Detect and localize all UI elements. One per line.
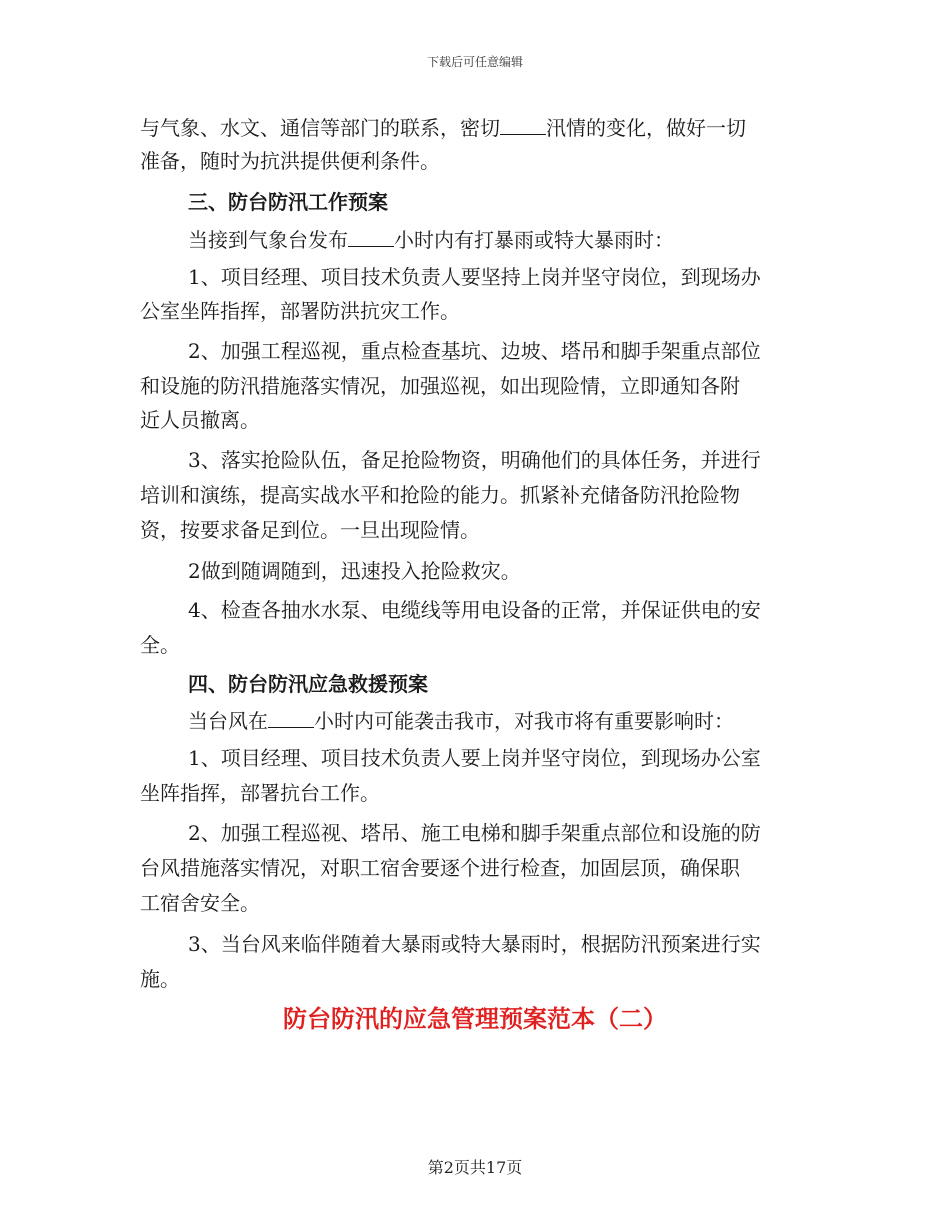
paragraph-line: 1、项目经理、项目技术负责人要坚持上岗并坚守岗位，到现场办 (188, 265, 761, 289)
paragraph-line: 台风措施落实情况，对职工宿舍要逐个进行检查，加固层顶，确保职 (140, 856, 740, 880)
page-header: 下载后可任意编辑 (426, 55, 523, 69)
paragraph-line: 和设施的防汛措施落实情况，加强巡视，如出现险情，立即通知各附 (140, 374, 740, 398)
paragraph-line: 4、检查各抽水水泵、电缆线等用电设备的正常，并保证供电的安 (188, 598, 761, 622)
paragraph-line: 资，按要求备足到位。一旦出现险情。 (140, 518, 480, 542)
footer-prefix: 第 (427, 1158, 444, 1177)
page-footer (0, 1155, 950, 1178)
paragraph-line: 1、项目经理、项目技术负责人要上岗并坚守岗位，到现场办公室 (188, 746, 761, 770)
paragraph-line: 准备，随时为抗洪提供便利条件。 (140, 149, 440, 173)
paragraph-line: 施。 (140, 967, 180, 991)
footer-suffix: 页 (506, 1158, 523, 1177)
paragraph-line: 2、加强工程巡视、塔吊、施工电梯和脚手架重点部位和设施的防 (188, 821, 761, 845)
paragraph-line: 工宿舍安全。 (140, 891, 260, 915)
paragraph-line: 2做到随调随到，迅速投入抢险救灾。 (188, 559, 521, 583)
text-segment: 当接到气象台发布 (188, 228, 348, 252)
page-number: 2 (443, 1158, 454, 1177)
paragraph-line (140, 116, 746, 140)
paragraph-line (188, 709, 734, 733)
paragraph-line: 全。 (140, 633, 180, 657)
paragraph-line: 培训和演练，提高实战水平和抢险的能力。抓紧补充储备防汛抢险物 (140, 483, 740, 507)
document-title: 防台防汛的应急管理预案范本（二） (283, 1004, 667, 1033)
paragraph-line: 近人员撤离。 (140, 408, 260, 432)
section-heading: 三、防台防汛工作预案 (188, 190, 388, 214)
paragraph-line: 3、当台风来临伴随着大暴雨或特大暴雨时，根据防汛预案进行实 (188, 932, 761, 956)
paragraph-line: 3、落实抢险队伍，备足抢险物资，明确他们的具体任务，并进行 (188, 448, 761, 472)
blank-underline (500, 116, 546, 135)
total-pages: 17 (485, 1158, 507, 1177)
blank-underline (268, 709, 314, 728)
paragraph-line: 坐阵指挥，部署抗台工作。 (140, 781, 380, 805)
footer-middle: 页共 (453, 1158, 486, 1177)
text-segment: 小时内可能袭击我市，对我市将有重要影响时： (314, 709, 734, 733)
text-segment: 汛情的变化，做好一切 (546, 116, 746, 140)
paragraph-line: 公室坐阵指挥，部署防洪抗灾工作。 (140, 299, 460, 323)
paragraph-line: 2、加强工程巡视，重点检查基坑、边坡、塔吊和脚手架重点部位 (188, 339, 761, 363)
section-heading: 四、防台防汛应急救援预案 (188, 672, 428, 696)
text-segment: 小时内有打暴雨或特大暴雨时： (394, 228, 674, 252)
paragraph-line (188, 228, 674, 252)
blank-underline (348, 228, 394, 247)
text-segment: 与气象、水文、通信等部门的联系，密切 (140, 116, 500, 140)
text-segment: 当台风在 (188, 709, 268, 733)
